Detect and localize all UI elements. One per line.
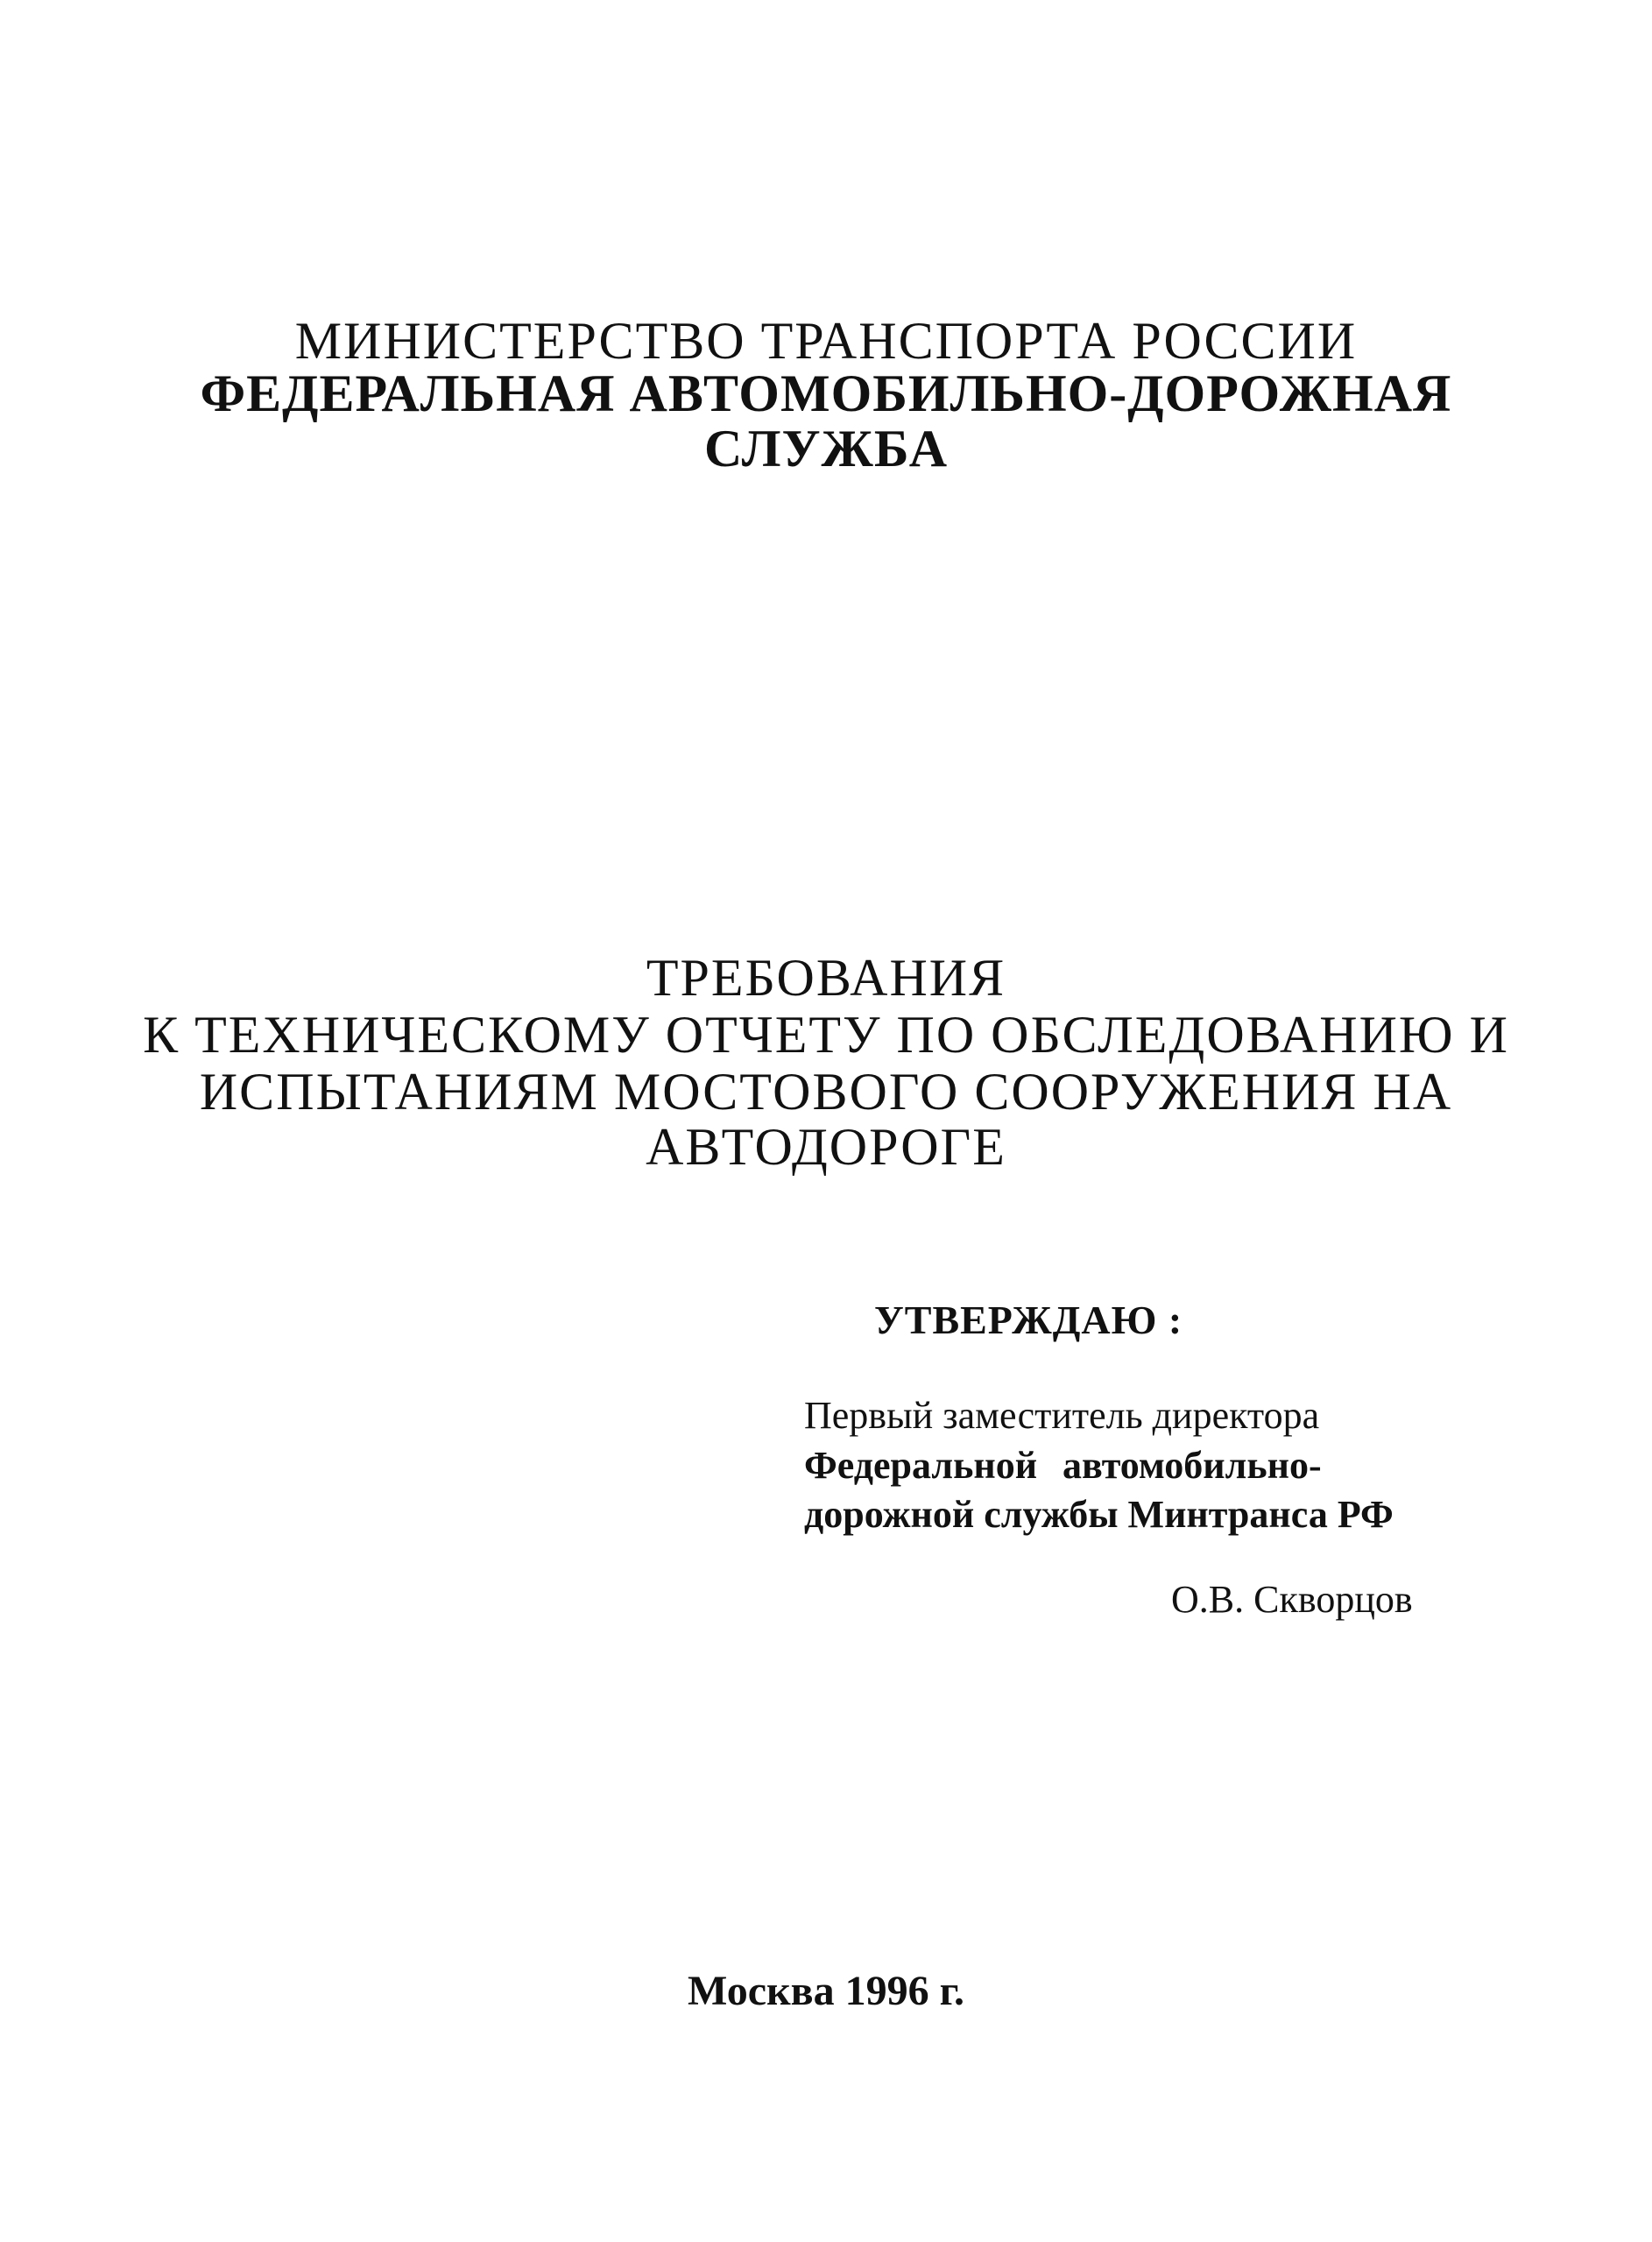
approver-position-line-2: Федеральной автомобильно-: [804, 1444, 1322, 1487]
approval-heading: УТВЕРЖДАЮ :: [874, 1298, 1183, 1342]
service-name-line-1: ФЕДЕРАЛЬНАЯ АВТОМОБИЛЬНО-ДОРОЖНАЯ: [200, 364, 1452, 422]
document-subtitle-line-1: К ТЕХНИЧЕСКОМУ ОТЧЕТУ ПО ОБСЛЕДОВАНИЮ И: [143, 1006, 1509, 1064]
approver-position-line-1: Первый заместитель директора: [804, 1394, 1320, 1437]
city-year: Москва 1996 г.: [688, 1968, 964, 2014]
approver-position-line-3: дорожной службы Минтранса РФ: [804, 1493, 1394, 1536]
document-title: ТРЕБОВАНИЯ: [646, 949, 1006, 1007]
service-name-line-2: СЛУЖБА: [703, 420, 949, 477]
document-subtitle-line-2: ИСПЫТАНИЯМ МОСТОВОГО СООРУЖЕНИЯ НА: [199, 1063, 1453, 1121]
signer-name: О.В. Скворцов: [1171, 1578, 1413, 1621]
ministry-name: МИНИСТЕРСТВО ТРАНСПОРТА РОССИИ: [294, 312, 1358, 370]
document-subtitle-line-3: АВТОДОРОГЕ: [646, 1118, 1006, 1176]
